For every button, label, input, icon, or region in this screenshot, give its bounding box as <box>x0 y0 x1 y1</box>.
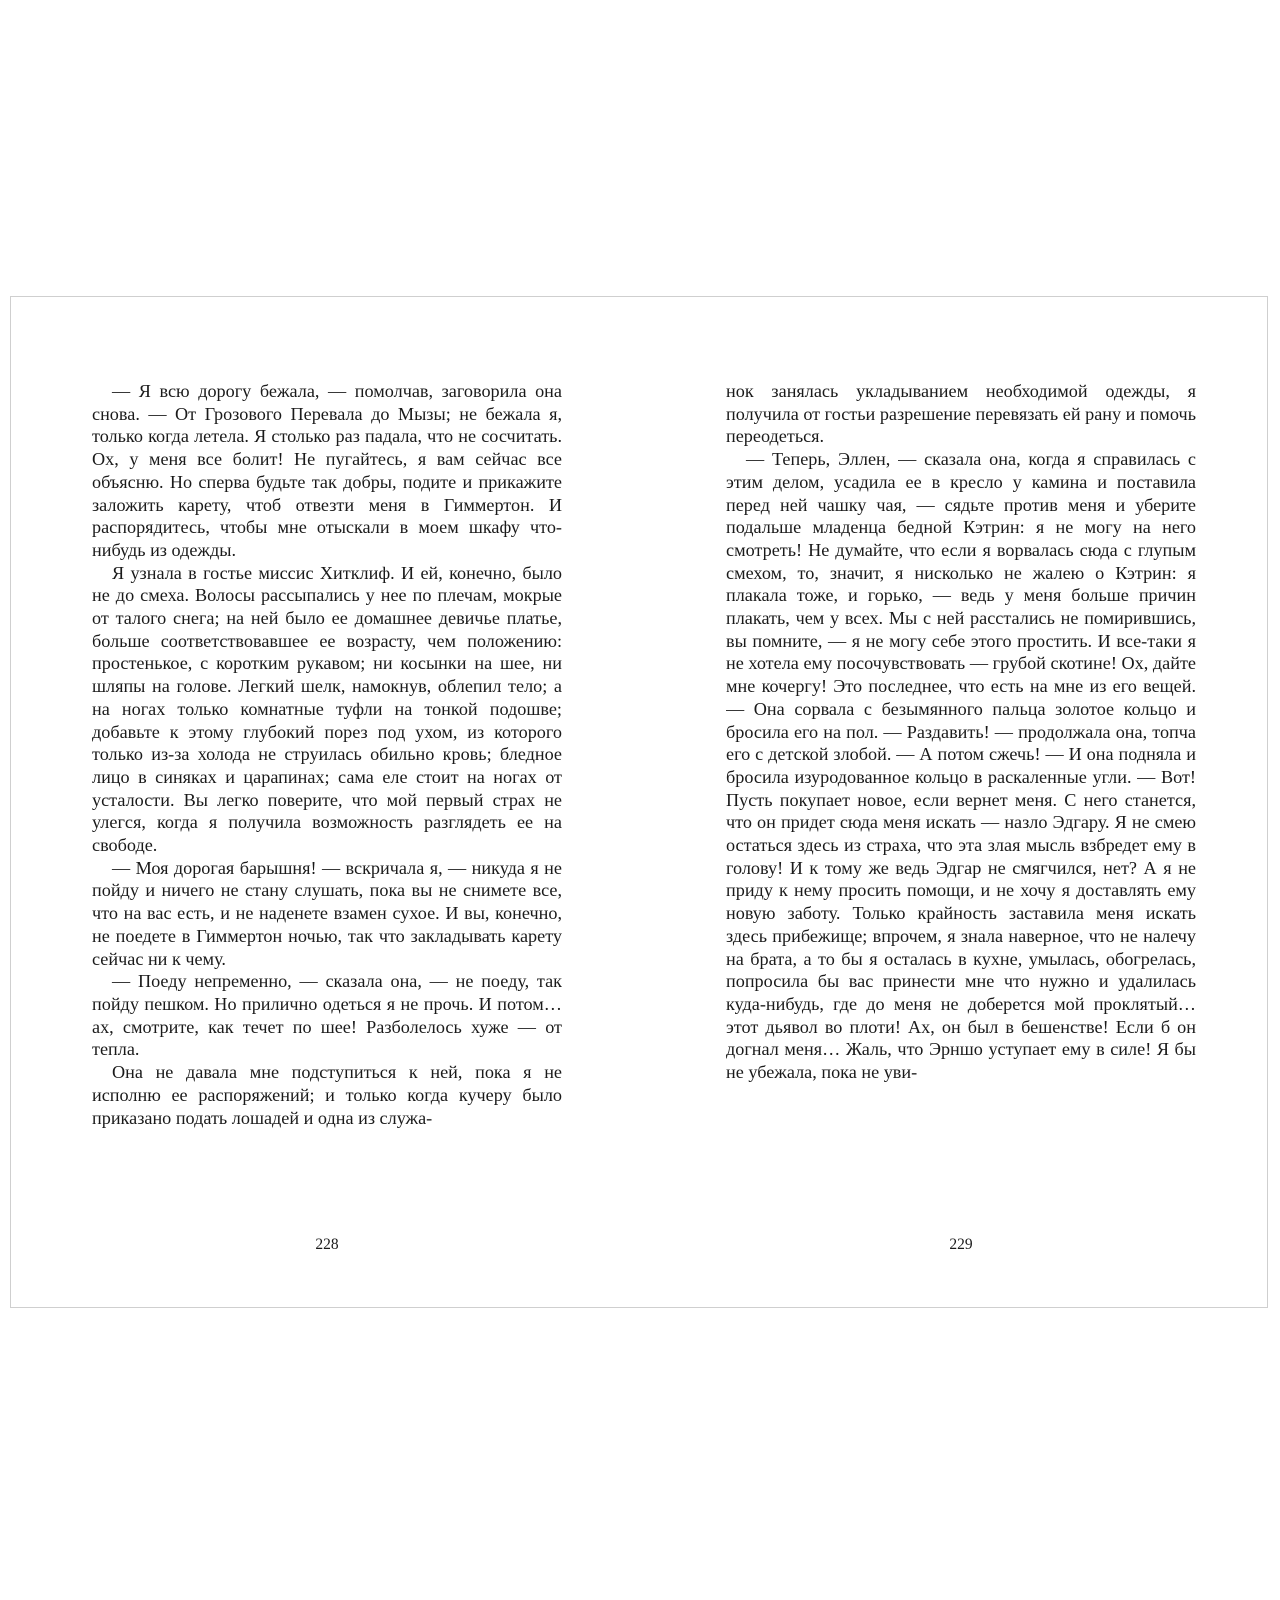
page-number: 228 <box>315 1236 339 1253</box>
left-page <box>92 380 562 1253</box>
book-spread <box>10 296 1268 1308</box>
paragraph: — Поеду непременно, — сказала она, — не поеду, так пойду пешком. Но прилично одеться я не прочь. И потом… ах, смотрите, как течет по шее! Разболелось хуже — от тепла. <box>92 971 562 1060</box>
continued-paragraph: нок занялась укладыванием необходимой одежды, я получила от гостьи разрешение перевязать ей рану и помочь переодеться. <box>726 381 1196 447</box>
page-number: 229 <box>949 1236 973 1253</box>
paragraph: Она не давала мне подступиться к ней, пока я не исполню ее распоряжений; и только когда кучеру было приказано подать лошадей и одна из служа- <box>92 1062 562 1128</box>
paragraph: — Моя дорогая барышня! — вскричала я, — никуда я не пойду и ничего не стану слушать, пока вы не снимете все, что на вас есть, и не наденете взамен сухое. И вы, конечно, не поедете в Гиммертон ночью, так что закладывать карету сейчас ни к чему. <box>92 857 562 969</box>
paragraph: — Теперь, Эллен, — сказала она, когда я справилась с этим делом, усадила ее в кресло у камина и поставила перед ней чашку чая, — сядьте против меня и уберите подальше младенца бедной Кэтрин: я не могу на него смотреть! Не думайте, что если я ворвалась сюда с глупым смехом, то, значит, я нисколько не жалею о Кэтрин: я плакала тоже, и горько, — ведь у меня больше причин плакать, чем у всех. Мы с ней расстались не помирившись, вы помните, — я не могу себе этого простить. И все-таки я не хотела ему посочувствовать — грубой скотине! Ох, дайте мне кочергу! Это последнее, что есть на мне из его вещей. — Она сорвала с безымянного пальца золотое кольцо и бросила его на пол. — Раздавить! — продолжала она, топча его с детской злобой. — А потом сжечь! — И она подняла и бросила изуродованное кольцо в раскаленные угли. — Вот! Пусть покупает новое, если вернет меня. С него станется, что он придет сюда меня искать — назло Эдгару. Я не смею остаться здесь из страха, что эта злая мысль взбредет ему в голову! И к тому же ведь Эдгар не смягчился, нет? А я не приду к нему просить помощи, и не хочу я доставлять ему новую заботу. Только крайность заставила меня искать здесь прибежище; впрочем, я знала наверное, что не налечу на брата, а то бы я осталась в кухне, умылась, обогрелась, попросила бы вас принести мне что нужно и удалилась куда-нибудь, где до меня не доберется мой проклятый… этот дьявол во плоти! Ах, он был в бешенстве! Если б он догнал меня… Жаль, что Эрншо уступает ему в силе! Я бы не убежала, пока не уви- <box>726 449 1196 1083</box>
paragraph: Я узнала в гостье миссис Хитклиф. И ей, конечно, было не до смеха. Волосы рассыпались у нее по плечам, мокрые от талого снега; на ней было ее домашнее девичье платье, больше соответствовавшее ее возрасту, чем положению: простенькое, с коротким рукавом; ни косынки на шее, ни шляпы на голове. Легкий шелк, намокнув, облепил тело; а на ногах только комнатные туфли на тонкой подошве; добавьте к этому глубокий порез под ухом, из которого только из-за холода не струилась обильно кровь; бледное лицо в синяках и царапинах; сама еле стоит на ногах от усталости. Вы легко поверите, что мой первый страх не улегся, когда я получила возможность разглядеть ее на свободе. <box>92 562 562 856</box>
right-page-text <box>726 380 1196 1200</box>
right-page <box>726 380 1196 1253</box>
paragraph: — Я всю дорогу бежала, — помолчав, заговорила она снова. — От Грозового Перевала до Мызы; не бежала я, только когда летела. Я столько раз падала, что не сосчитать. Ох, у меня все болит! Не пугайтесь, я вам сейчас все объясню. Но сперва будьте так добры, подите и прикажите заложить карету, чтоб отвезти меня в Гиммертон. И распорядитесь, чтобы мне отыскали в моем шкафу что-нибудь из одежды. <box>92 381 562 560</box>
left-page-text <box>92 380 562 1200</box>
